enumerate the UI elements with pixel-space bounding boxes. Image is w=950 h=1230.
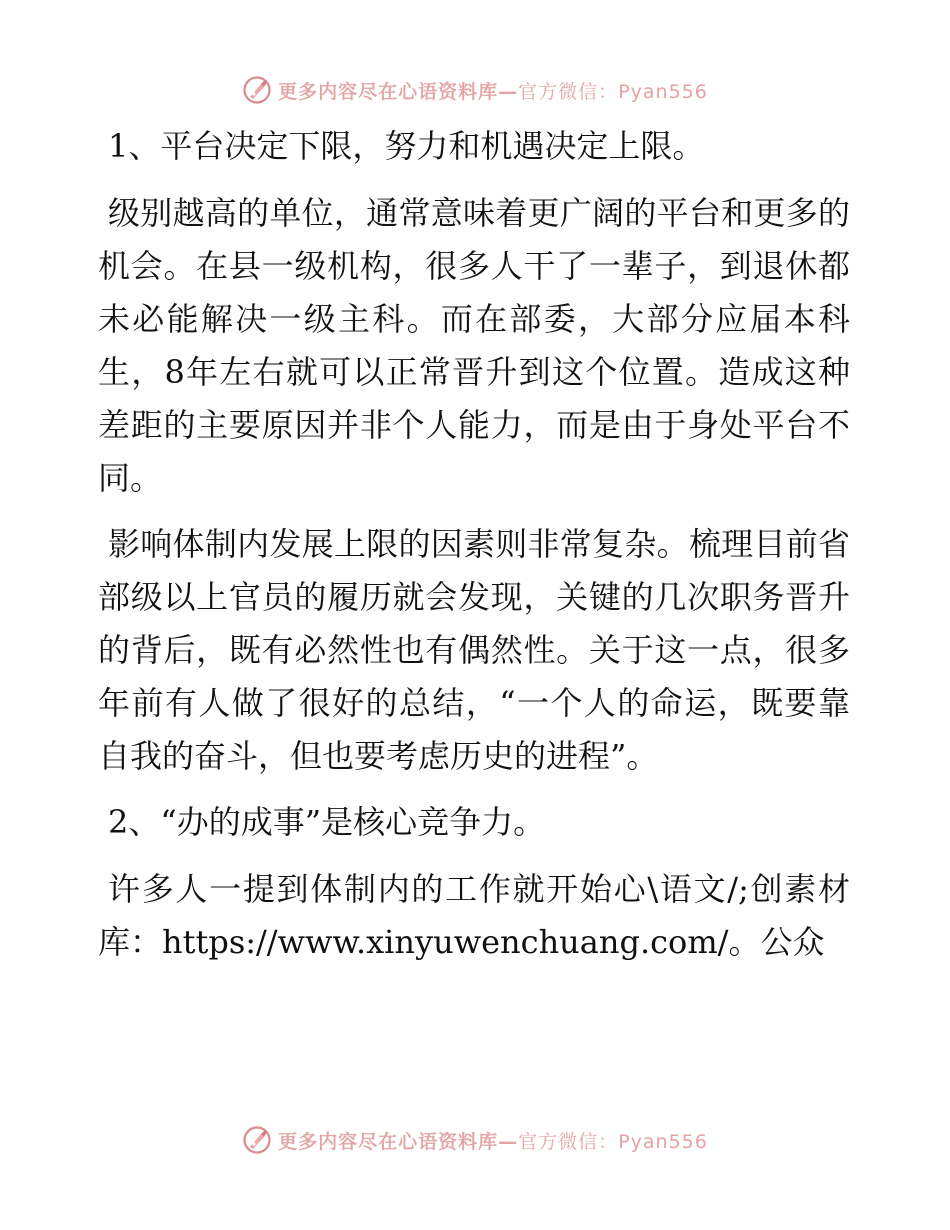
watermark-text: 更多内容尽在心语资料库— (278, 1130, 519, 1153)
body-paragraph-3: 许多人一提到体制内的工作就开始心\语文/;创素材库：https://www.xinyuwenchuang.com/。公众 (98, 870, 850, 961)
footer-watermark (0, 1120, 950, 1160)
section-heading-2: 2、“办的成事”是核心竞争力。 (108, 803, 546, 841)
body-paragraph-2: 影响体制内发展上限的因素则非常复杂。梳理目前省部级以上官员的履历就会发现，关键的几次职务晋升的背后，既有必然性也有偶然性。关于这一点，很多年前有人做了很好的总结，“一个人的命运，既要靠自我的奋斗，但也要考虑历史的进程”。 (98, 525, 850, 775)
wechat-account: Pyan556 (618, 80, 708, 103)
section-heading-1: 1、平台决定下限，努力和机遇决定上限。 (108, 127, 705, 165)
wechat-label: 官方微信： (518, 80, 619, 103)
wechat-label: 官方微信： (518, 1130, 619, 1153)
body-paragraph-1: 级别越高的单位，通常意味着更广阔的平台和更多的机会。在县一级机构，很多人干了一辈子，到退休都未必能解决一级主科。而在部委，大部分应届本科生，8年左右就可以正常晋升到这个位置。造成这种差距的主要原因并非个人能力，而是由于身处平台不同。 (98, 194, 850, 497)
pen-nib-logo-icon (242, 1125, 272, 1155)
header-watermark (0, 70, 950, 110)
pen-nib-logo-icon (242, 75, 272, 105)
watermark-text: 更多内容尽在心语资料库— (278, 80, 519, 103)
wechat-account: Pyan556 (618, 1130, 708, 1153)
document-body (98, 120, 850, 982)
